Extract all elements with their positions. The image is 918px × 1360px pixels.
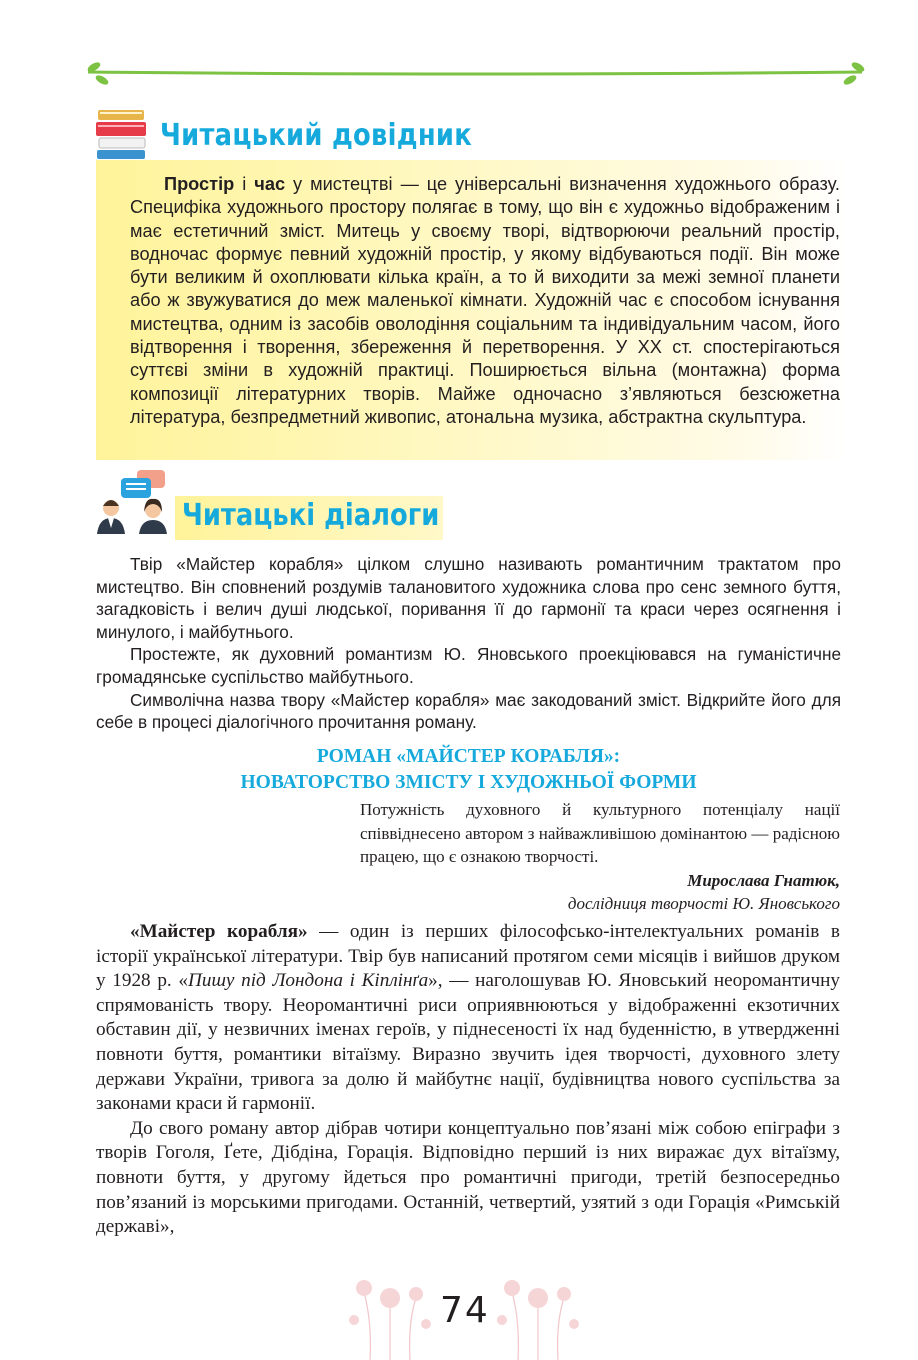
body-paragraph-1: «Майстер корабля» — один із перших філософсько-інтелектуальних романів в історії української літератури. Твір був написаний протягом семи місяців і вийшов друком у 1928 р. «Пишу під Лондона і Кіплінґа», — наголошував Ю. Яновський неоромантичну спрямованість твору. Неоромантичні риси оприявнюються у відображенні екзотичних обставин дії, у незвичних іменах героїв, у піднесеності їх над буденністю, в утвердженні повноти буття, романтики вітаїзму. Виразно звучить ідея творчості, духовного злету держави України, тривога за долю й майбутнє нації, будівництва нового суспільства за законами краси й гармонії.	[96, 921, 840, 1115]
body-paragraph-2: До свого роману автор дібрав чотири концептуально пов’язані між собою епіграфи з творів Гоголя, Ґете, Дібдіна, Горація. Відповідно перший із них виражає дух вітаїзму, повноти буття, у другому йдеться про романтичні пригоди, третій безпосередньо пов’язаний із морськими пригодами. Останній, четвертий, узятий з оди Горація «Римській державі»,	[96, 1117, 840, 1238]
reader-guide-body: у мистецтві — це універсальні визначення художнього образу. Специфіка художнього простору полягає в тому, що він є художньо відображеним і має естетичний зміст. Митець у своєму творі, відтворюючи реальний простір, водночас формує певний художній простір, у якому відбуваються події. Він може бути великим й охоплювати кілька країн, а то й виходити за межі земної планети або ж звужуватися до меж маленької кімнати. Художній час є способом існування мистецтва, одним із засобів оволодіння соціальним та індивідуальним часом, його відтворення і творення, збереження й перетворення. У ХХ ст. спостерігаються суттєві зміни в художній практиці. Поширюється вільна (монтажна) форма композиції літературних творів. Майже одночасно з’являються безсюжетна література, безпредметний живопис, атональна музика, абстрактна скульптура.	[130, 174, 840, 427]
epigraph-author: Мирослава Гнатюк,	[687, 870, 840, 890]
epigraph-text: Потужність духовного й культурного потенціалу нації співвіднесено автором з найважливішою домінантою — радісною працею, що є ознакою творчості.	[360, 800, 840, 866]
flower-ornament	[488, 1262, 588, 1360]
term-time: час	[254, 174, 286, 194]
dialogues-text	[96, 553, 841, 734]
dialogues-paragraph: Простежте, як духовний романтизм Ю. Яновського проекціювався на гуманістичне громадянське суспільство майбутнього.	[96, 644, 841, 687]
dialogues-title: Читацькі діалоги	[182, 498, 440, 533]
page-number: 74	[440, 1290, 490, 1331]
chapter-title: РОМАН «МАЙСТЕР КОРАБЛЯ»: НОВАТОРСТВО ЗМІСТУ І ХУДОЖНЬОЇ ФОРМИ	[240, 746, 697, 793]
dialogue-people-icon	[95, 468, 175, 534]
books-icon	[96, 108, 148, 160]
dialogues-paragraph: Твір «Майстер корабля» цілком слушно називають романтичним трактатом про мистецтво. Він сповнений роздумів талановитого художника слова про сенс земного буття, загадковість і велич душі людської, поривання її до гармонії та краси через осягнення і минулого, і майбутнього.	[96, 554, 841, 642]
reader-guide-text: Простір і час у мистецтві — це універсальні визначення художнього образу. Специфіка художнього простору полягає в тому, що він є художньо відображеним і має естетичний зміст. Митець у своєму творі, відтворюючи реальний простір, водночас формує певний художній простір, у якому відбуваються події. Він може бути великим й охоплювати кілька країн, а то й виходити за межі земної планети або ж звужуватися до меж маленької кімнати. Художній час є способом існування мистецтва, одним із засобів оволодіння соціальним та індивідуальним часом, його відтворення і творення, збереження й перетворення. У ХХ ст. спостерігаються суттєві зміни в художній практиці. Поширюється вільна (монтажна) форма композиції літературних творів. Майже одночасно з’являються безсюжетна література, безпредметний живопис, атональна музика, абстрактна скульптура.	[130, 174, 840, 427]
epigraph-role: дослідниця творчості Ю. Яновського	[567, 894, 840, 913]
vine-ornament	[80, 60, 870, 90]
term-space: Простір	[164, 174, 235, 194]
body-text	[96, 920, 840, 1240]
dialogues-paragraph: Символічна назва твору «Майстер корабля» має закодований зміст. Відкрийте його для себе в процесі діалогічного прочитання роману.	[96, 689, 841, 733]
flower-ornament	[340, 1262, 440, 1360]
epigraph	[330, 798, 840, 916]
reader-guide-title: Читацький довідник	[160, 118, 473, 153]
